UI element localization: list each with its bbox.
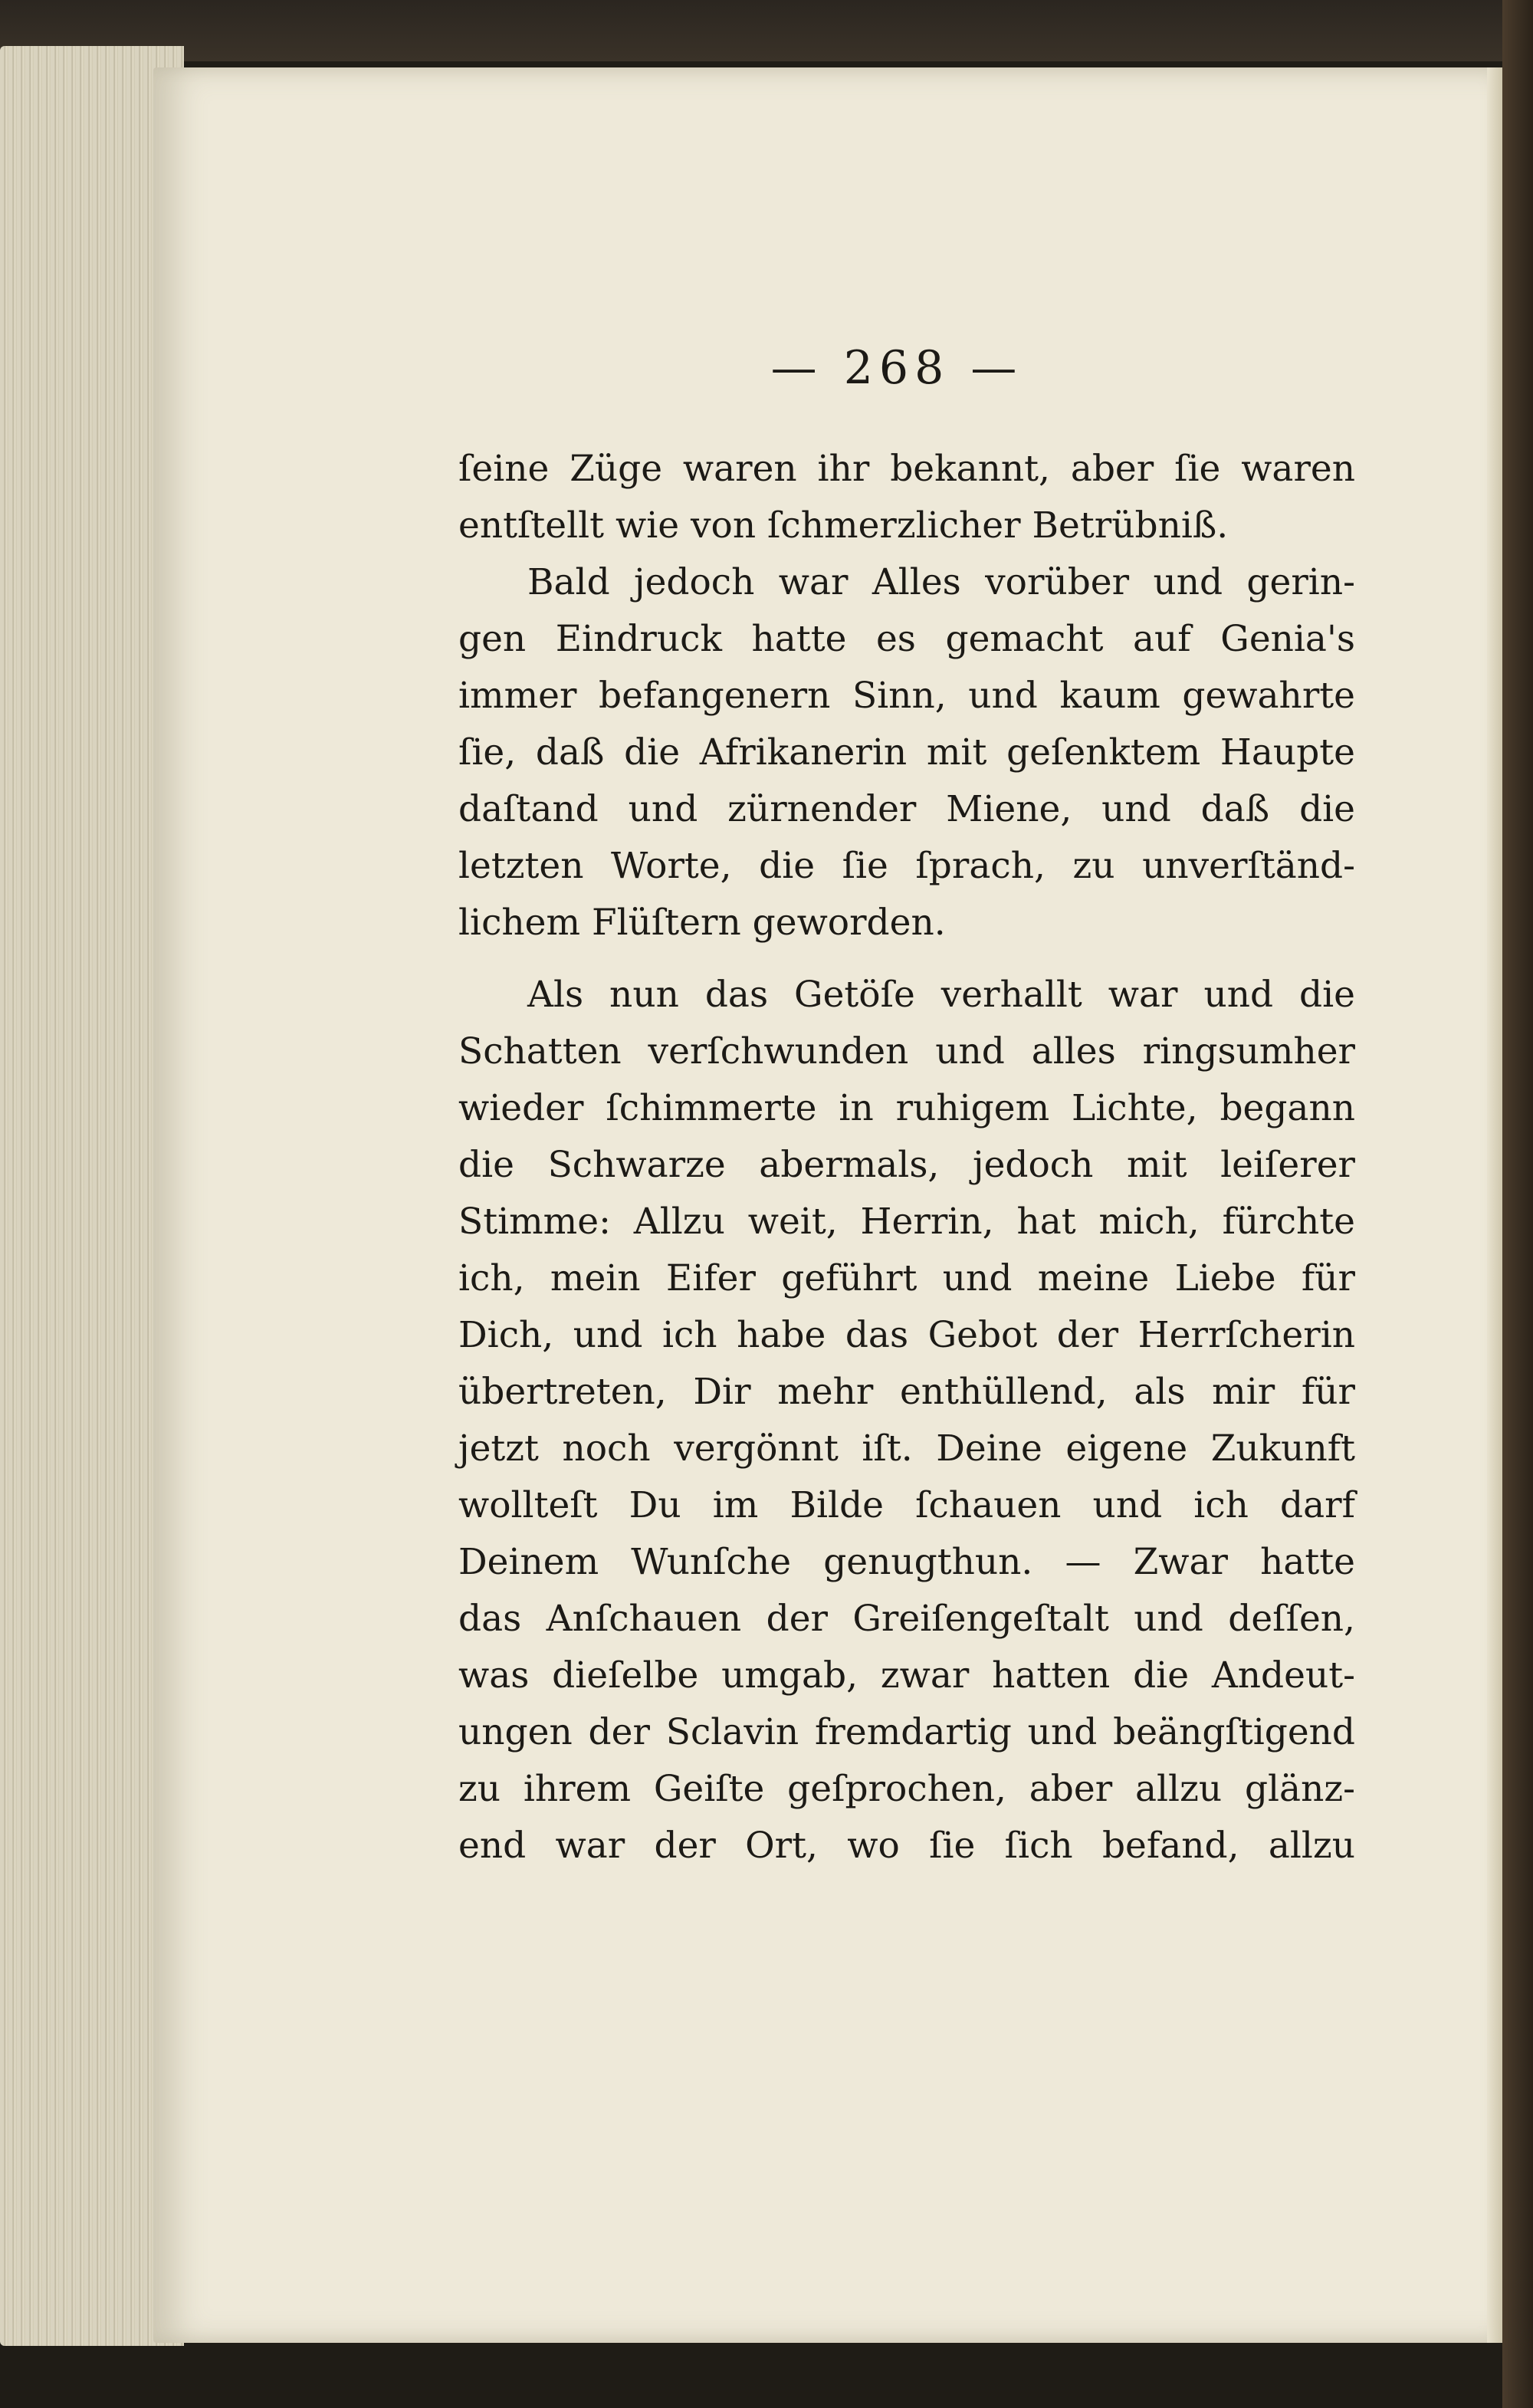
text-line: entſtellt wie von ſchmerzlicher Betrübniß.: [458, 504, 1229, 547]
text-line: jetzt noch vergönnt iſt. Deine eigene Zukunft: [458, 1427, 1355, 1470]
text-line: wollteſt Du im Bilde ſchauen und ich darf: [458, 1484, 1355, 1526]
text-line: übertreten, Dir mehr enthüllend, als mir für: [458, 1371, 1355, 1413]
text-line: zu ihrem Geiſte geſprochen, aber allzu glänz-: [458, 1768, 1355, 1810]
text-line: letzten Worte, die ſie ſprach, zu unverſtänd-: [458, 845, 1355, 887]
page-number: — 268 —: [770, 341, 1023, 395]
text-line: daſtand und zürnender Miene, und daß die: [458, 788, 1355, 830]
text-line: immer befangenern Sinn, und kaum gewahrte: [458, 675, 1355, 717]
text-line: die Schwarze abermals, jedoch mit leiſerer: [458, 1144, 1355, 1186]
text-line: ſie, daß die Afrikanerin mit geſenktem Haupte: [458, 731, 1355, 774]
text-line: Schatten verſchwunden und alles ringsumher: [458, 1030, 1355, 1073]
text-line: gen Eindruck hatte es gemacht auf Genia's: [458, 618, 1355, 660]
text-line: ſeine Züge waren ihr bekannt, aber ſie waren: [458, 448, 1355, 490]
book-cover-right: [1502, 0, 1533, 2408]
text-line: Bald jedoch war Alles vorüber und gerin-: [527, 561, 1355, 603]
page-edge-right: [1487, 67, 1502, 2343]
text-line: end war der Ort, wo ſie ſich befand, allzu: [458, 1825, 1355, 1867]
text-line: Stimme: Allzu weit, Herrin, hat mich, fürchte: [458, 1201, 1355, 1243]
text-line: Als nun das Getöſe verhallt war und die: [527, 974, 1355, 1016]
text-line: wieder ſchimmerte in ruhigem Lichte, begann: [458, 1087, 1355, 1129]
book-cover-top: [0, 0, 1533, 61]
text-line: lichem Flüſtern geworden.: [458, 902, 946, 944]
text-line: ich, mein Eifer geführt und meine Liebe für: [458, 1257, 1355, 1299]
text-line: ungen der Sclavin fremdartig und beängſtigend: [458, 1711, 1355, 1753]
text-line: was dieſelbe umgab, zwar hatten die Andeut-: [458, 1654, 1355, 1697]
text-line: das Anſchauen der Greiſengeſtalt und deſſen,: [458, 1598, 1355, 1640]
text-line: Dich, und ich habe das Gebot der Herrſcherin: [458, 1314, 1355, 1356]
text-line: Deinem Wunſche genugthun. — Zwar hatte: [458, 1541, 1355, 1583]
